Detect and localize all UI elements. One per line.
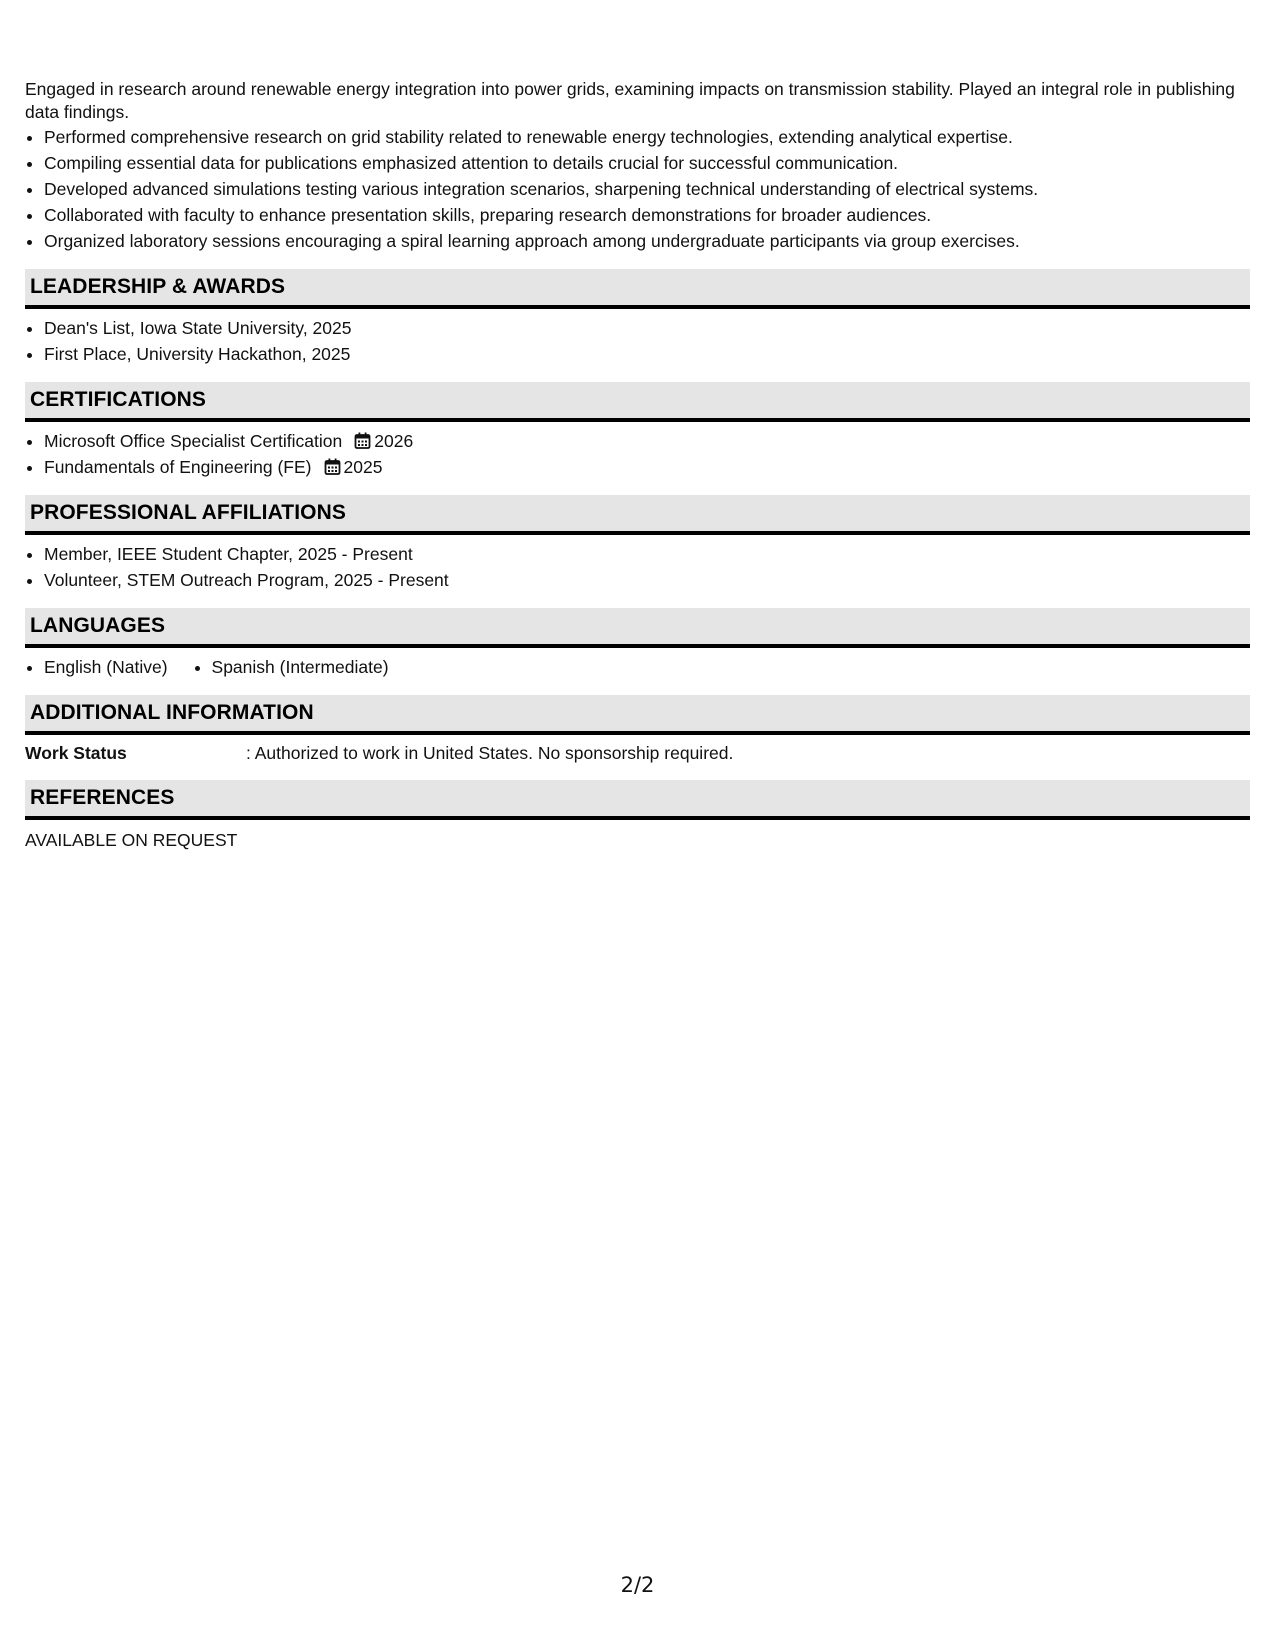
- leadership-section: [25, 269, 1250, 367]
- list-item: • Dean's List, Iowa State University, 2025: [44, 315, 1250, 341]
- work-status-label: Work Status: [25, 743, 127, 763]
- section-header: [25, 608, 1250, 648]
- list-item: • Organized laboratory sessions encouraging a spiral learning approach among undergraduate participants via group exercises.: [44, 228, 1250, 254]
- section-title: ADDITIONAL INFORMATION: [30, 701, 314, 724]
- certification-year: 2025: [343, 457, 383, 477]
- additional-info-section: [25, 695, 1250, 765]
- section-header: [25, 382, 1250, 422]
- page-number: 2/2: [620, 1573, 655, 1597]
- list-item: • Compiling essential data for publications emphasized attention to details crucial for successful communication.: [44, 150, 1250, 176]
- list-item: [44, 428, 1250, 454]
- experience-bullets: [25, 124, 1250, 254]
- references-section: [25, 780, 1250, 852]
- languages-section: [25, 608, 1250, 680]
- affiliations-section: [25, 495, 1250, 593]
- experience-summary: Engaged in research around renewable energy integration into power grids, examining impacts on transmission stability. Played an integral role in publishing data findings.: [25, 79, 1235, 122]
- certifications-section: [25, 382, 1250, 480]
- section-header: [25, 269, 1250, 309]
- list-item: • First Place, University Hackathon, 2025: [44, 341, 1250, 367]
- section-title: PROFESSIONAL AFFILIATIONS: [30, 501, 346, 524]
- work-status-value: : Authorized to work in United States. No sponsorship required.: [246, 743, 734, 763]
- list-item: [44, 454, 1250, 480]
- calendar-icon: [354, 432, 371, 449]
- section-header: [25, 695, 1250, 735]
- section-title: CERTIFICATIONS: [30, 388, 207, 411]
- list-item: • Collaborated with faculty to enhance presentation skills, preparing research demonstrations for broader audiences.: [44, 202, 1250, 228]
- section-title: LANGUAGES: [30, 614, 166, 637]
- certification-name: Fundamentals of Engineering (FE): [44, 457, 312, 477]
- resume-page: [25, 78, 1250, 852]
- references-text: AVAILABLE ON REQUEST: [25, 830, 238, 850]
- list-item: • Member, IEEE Student Chapter, 2025 - Present: [44, 541, 1250, 567]
- language-item: • English (Native): [44, 654, 168, 680]
- section-title: LEADERSHIP & AWARDS: [30, 275, 286, 298]
- certification-year: 2026: [374, 431, 414, 451]
- certification-name: Microsoft Office Specialist Certification: [44, 431, 343, 451]
- section-header: [25, 780, 1250, 820]
- work-status-row: [25, 741, 1250, 765]
- list-item: • Performed comprehensive research on grid stability related to renewable energy technologies, extending analytical expertise.: [44, 124, 1250, 150]
- section-header: [25, 495, 1250, 535]
- list-item: • Developed advanced simulations testing various integration scenarios, sharpening technical understanding of electrical systems.: [44, 176, 1250, 202]
- list-item: • Volunteer, STEM Outreach Program, 2025 - Present: [44, 567, 1250, 593]
- calendar-icon: [324, 458, 341, 475]
- language-item: • Spanish (Intermediate): [212, 654, 389, 680]
- section-title: REFERENCES: [30, 786, 175, 809]
